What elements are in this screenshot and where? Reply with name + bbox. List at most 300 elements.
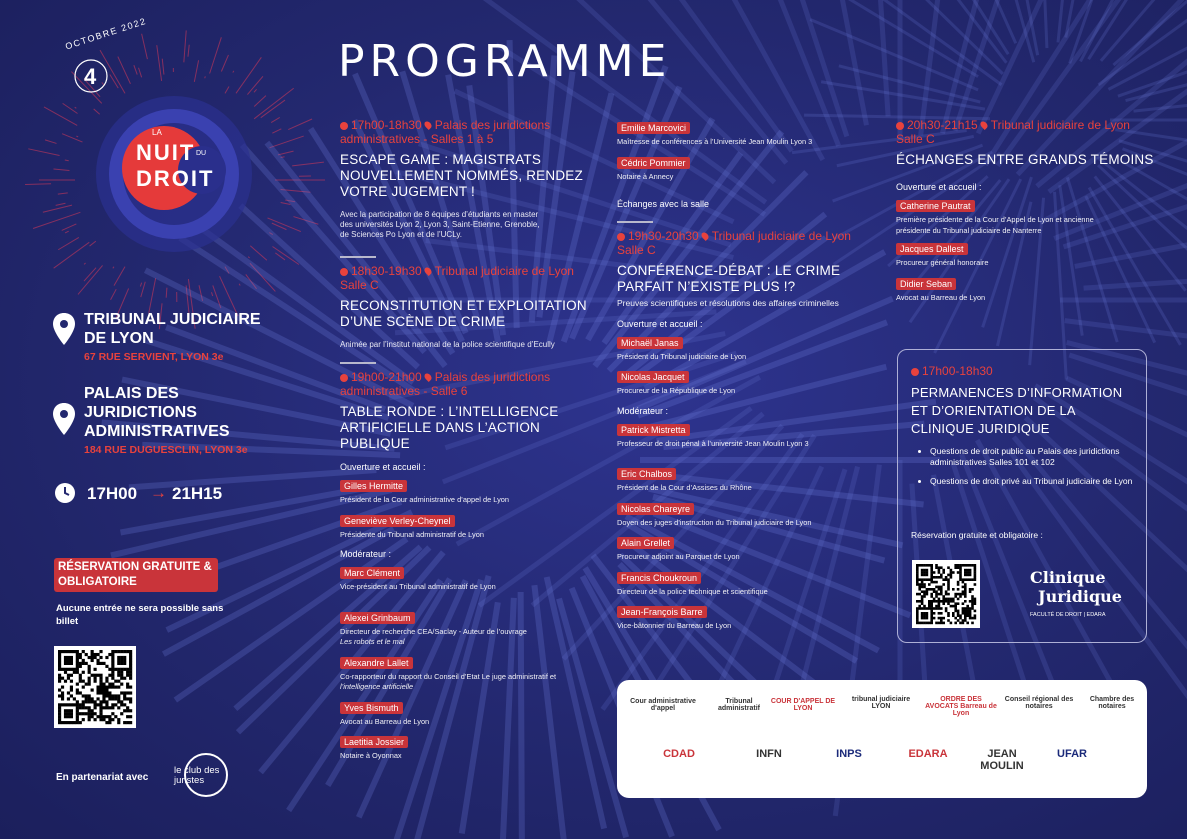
report-title: l’intelligence artificielle xyxy=(340,682,414,691)
qr-module xyxy=(957,612,960,615)
qr-module xyxy=(974,569,977,572)
qr-module xyxy=(64,668,67,671)
qr-module xyxy=(129,659,132,662)
qr-module xyxy=(930,576,933,579)
ray-line xyxy=(247,76,263,94)
qr-module xyxy=(94,668,97,671)
qr-module xyxy=(954,564,957,567)
qr-module xyxy=(114,694,117,697)
reservation-badge: RÉSERVATION GRATUITE & OBLIGATOIRE xyxy=(54,558,218,592)
qr-module xyxy=(88,683,91,686)
qr-module xyxy=(930,593,933,596)
qr-module xyxy=(82,662,85,665)
clock-icon xyxy=(340,374,348,382)
qr-module xyxy=(950,571,953,574)
qr-module xyxy=(940,617,943,620)
speaker-name: Patrick Mistretta xyxy=(617,424,690,436)
qr-module xyxy=(959,564,962,567)
qr-module xyxy=(67,715,70,718)
qr-module xyxy=(70,680,73,683)
session-subtitle: Preuves scientifiques et résolutions des affaires criminelles xyxy=(617,298,839,308)
qr-module xyxy=(926,617,929,620)
qr-module xyxy=(923,586,926,589)
qr-module xyxy=(117,697,120,700)
qr-module xyxy=(916,581,919,584)
qr-module xyxy=(957,619,960,622)
qr-module xyxy=(58,715,61,718)
speaker xyxy=(617,568,877,597)
qr-module xyxy=(120,683,123,686)
qr-module xyxy=(930,614,933,617)
qr-module xyxy=(921,583,924,586)
qr-module xyxy=(964,593,967,596)
qr-module xyxy=(942,622,945,625)
qr-module xyxy=(930,602,933,605)
qr-module xyxy=(120,677,123,680)
qr-module xyxy=(945,607,948,610)
qr-module xyxy=(971,564,974,567)
qr-module xyxy=(108,715,111,718)
qr-module xyxy=(79,721,82,724)
speaker-role: Vice-bâtonnier du Barreau de Lyon xyxy=(617,621,732,630)
qr-module xyxy=(923,569,926,572)
qr-module xyxy=(85,697,88,700)
qr-module xyxy=(933,581,936,584)
qr-module xyxy=(933,571,936,574)
qr-module xyxy=(120,668,123,671)
qr-module xyxy=(85,653,88,656)
speaker-name: Cédric Pommier xyxy=(617,157,690,169)
qr-module xyxy=(76,691,79,694)
qr-module xyxy=(111,668,114,671)
qr-module xyxy=(950,569,953,572)
qr-module xyxy=(88,697,91,700)
qr-module xyxy=(974,578,977,581)
qr-module xyxy=(923,571,926,574)
time-start: 17H00 xyxy=(87,484,138,503)
qr-module xyxy=(111,656,114,659)
qr-module xyxy=(108,706,111,709)
qr-module xyxy=(91,656,94,659)
speaker xyxy=(617,333,877,362)
qr-module xyxy=(966,578,969,581)
qr-module xyxy=(974,617,977,620)
qr-module xyxy=(99,656,102,659)
qr-module xyxy=(58,659,61,662)
qr-module xyxy=(58,712,61,715)
qr-module xyxy=(930,622,933,625)
qr-module xyxy=(129,686,132,689)
qr-module xyxy=(933,576,936,579)
qr-module xyxy=(129,691,132,694)
qr-module xyxy=(916,564,919,567)
qr-module xyxy=(930,581,933,584)
qr-module xyxy=(88,709,91,712)
qr-module xyxy=(952,600,955,603)
qr-module xyxy=(930,607,933,610)
qr-module xyxy=(129,665,132,668)
speaker-role: Directeur de la police technique et scientifique xyxy=(617,586,768,596)
qr-module xyxy=(933,612,936,615)
qr-module xyxy=(959,617,962,620)
qr-module xyxy=(952,605,955,608)
qr-module xyxy=(120,659,123,662)
qr-module xyxy=(969,564,972,567)
ray-line xyxy=(28,149,59,156)
qr-module xyxy=(964,586,967,589)
qr-module xyxy=(73,671,76,674)
opening-label: Ouverture et accueil : xyxy=(617,318,703,329)
qr-module xyxy=(108,653,111,656)
ticket-qr-code[interactable] xyxy=(54,646,136,728)
ray-line xyxy=(188,45,189,57)
qr-module xyxy=(974,598,977,601)
qr-module xyxy=(928,602,931,605)
ray-line xyxy=(292,162,324,166)
qr-module xyxy=(123,677,126,680)
program-column-2 xyxy=(617,118,877,631)
ray-line xyxy=(58,193,68,194)
speaker xyxy=(617,118,877,147)
clock-icon xyxy=(340,268,348,276)
qr-module xyxy=(67,650,70,653)
qr-module xyxy=(94,718,97,721)
qr-module xyxy=(111,665,114,668)
qr-module xyxy=(966,569,969,572)
qr-module xyxy=(923,612,926,615)
qr-module xyxy=(916,576,919,579)
qr-module xyxy=(123,656,126,659)
qr-module xyxy=(930,600,933,603)
qr-module xyxy=(935,593,938,596)
qr-module xyxy=(70,688,73,691)
qr-module xyxy=(916,622,919,625)
qr-module xyxy=(111,659,114,662)
qr-module xyxy=(99,674,102,677)
qr-module xyxy=(61,691,64,694)
ray-line xyxy=(184,30,186,62)
ray-line xyxy=(1126,55,1187,100)
speaker-role: Vice-président au Tribunal administratif de Lyon xyxy=(340,582,496,591)
session-description: Avec la participation de 8 équipes d’étudiants en master des universités Lyon 2, Lyon 3, Saint-Etienne, Grenoble, de Sciences Po Lyon et de l’UCLy. xyxy=(340,210,540,239)
partner-logo: Cour administrative d'appel xyxy=(630,698,696,712)
time-arrow: → xyxy=(150,483,167,502)
ray-line xyxy=(111,289,117,300)
qr-module xyxy=(91,650,94,653)
qr-module xyxy=(94,706,97,709)
qr-module xyxy=(954,607,957,610)
clinic-logo xyxy=(1030,568,1134,618)
qr-module xyxy=(76,656,79,659)
qr-module xyxy=(111,653,114,656)
qr-module xyxy=(942,583,945,586)
qr-module xyxy=(126,691,129,694)
qr-module xyxy=(117,680,120,683)
qr-module xyxy=(111,683,114,686)
qr-module xyxy=(91,712,94,715)
qr-module xyxy=(921,571,924,574)
qr-module xyxy=(935,590,938,593)
qr-module xyxy=(99,715,102,718)
speaker-role: Avocat au Barreau de Lyon xyxy=(340,716,430,726)
location-pin-icon xyxy=(700,231,710,241)
qr-module xyxy=(91,659,94,662)
qr-module xyxy=(126,674,129,677)
qr-module xyxy=(962,586,965,589)
qr-module xyxy=(945,576,948,579)
qr-module xyxy=(61,721,64,724)
qr-module xyxy=(928,588,931,591)
clock-icon xyxy=(911,368,919,376)
qr-module xyxy=(921,569,924,572)
qr-module xyxy=(114,680,117,683)
qr-module xyxy=(82,680,85,683)
qr-module xyxy=(930,595,933,598)
qr-module xyxy=(108,686,111,689)
qr-module xyxy=(962,610,965,613)
qr-module xyxy=(123,650,126,653)
qr-module xyxy=(126,697,129,700)
qr-module xyxy=(111,650,114,653)
qr-module xyxy=(73,703,76,706)
qr-module xyxy=(111,703,114,706)
speaker xyxy=(617,533,877,562)
qr-module xyxy=(957,564,960,567)
location-2-name: PALAIS DES JURIDICTIONS ADMINISTRATIVES xyxy=(84,385,230,440)
clinic-reservation: Réservation gratuite et obligatoire : xyxy=(911,530,1043,540)
qr-module xyxy=(58,721,61,724)
qr-module xyxy=(930,564,933,567)
session-escape-game xyxy=(340,118,590,240)
qr-module xyxy=(928,622,931,625)
qr-module xyxy=(935,595,938,598)
speaker-role: Présidente du Tribunal administratif de Lyon xyxy=(340,529,484,539)
ray-line xyxy=(225,86,229,93)
qr-module xyxy=(959,571,962,574)
ray-line xyxy=(76,136,78,137)
qr-module xyxy=(117,674,120,677)
qr-module xyxy=(918,605,921,608)
qr-module xyxy=(111,718,114,721)
qr-module xyxy=(61,650,64,653)
qr-module xyxy=(79,653,82,656)
qr-module xyxy=(954,605,957,608)
qr-module xyxy=(930,610,933,613)
qr-module xyxy=(79,680,82,683)
qr-module xyxy=(70,721,73,724)
qr-module xyxy=(82,694,85,697)
qr-module xyxy=(105,700,108,703)
book-title: Les robots et le mal xyxy=(340,637,405,646)
qr-module xyxy=(85,712,88,715)
session-header: 20h30-21h15 Tribunal judiciaire de Lyon Salle C xyxy=(896,118,1130,146)
qr-module xyxy=(102,683,105,686)
qr-module xyxy=(935,581,938,584)
qr-module xyxy=(96,662,99,665)
qr-module xyxy=(88,665,91,668)
clinic-qr-code[interactable] xyxy=(912,560,980,628)
qr-module xyxy=(114,697,117,700)
qr-module xyxy=(99,712,102,715)
qr-module xyxy=(974,571,977,574)
speaker xyxy=(617,499,877,528)
ray-line xyxy=(194,60,198,82)
qr-module xyxy=(73,697,76,700)
qr-module xyxy=(918,593,921,596)
qr-module xyxy=(70,686,73,689)
page-title: PROGRAMME xyxy=(338,36,672,87)
ray-line xyxy=(63,103,78,113)
qr-module xyxy=(962,602,965,605)
qr-module xyxy=(935,576,938,579)
qr-module xyxy=(91,697,94,700)
qr-module xyxy=(966,622,969,625)
qr-module xyxy=(105,694,108,697)
speaker: Catherine Pautrat Première présidente de la Cour d’Appel de Lyon et ancienne présidente du Tribunal judiciaire de Nanterre xyxy=(896,196,1156,235)
opening-label: Ouverture et accueil : xyxy=(896,182,982,192)
qr-module xyxy=(959,595,962,598)
qr-module xyxy=(938,569,941,572)
qr-module xyxy=(954,593,957,596)
qr-module xyxy=(964,595,967,598)
qr-module xyxy=(117,656,120,659)
qr-module xyxy=(942,602,945,605)
qr-module xyxy=(966,614,969,617)
qr-module xyxy=(969,614,972,617)
qr-module xyxy=(974,564,977,567)
ray-line xyxy=(25,184,51,185)
qr-module xyxy=(921,564,924,567)
qr-module xyxy=(923,574,926,577)
qr-module xyxy=(957,571,960,574)
speaker-name: Nicolas Chareyre xyxy=(617,503,694,515)
qr-code-icon xyxy=(54,646,136,728)
qr-module xyxy=(918,607,921,610)
qr-module xyxy=(73,721,76,724)
qr-module xyxy=(923,595,926,598)
qr-module xyxy=(67,656,70,659)
ray-line xyxy=(53,169,69,170)
qr-module xyxy=(88,671,91,674)
session-header: 19h30-20h30 Tribunal judiciaire de Lyon Salle C xyxy=(617,229,851,257)
qr-module xyxy=(85,706,88,709)
qr-module xyxy=(923,622,926,625)
qr-module xyxy=(129,709,132,712)
qr-module xyxy=(58,703,61,706)
speaker-role: Président de la Cour d’Assises du Rhône xyxy=(617,483,752,492)
speaker xyxy=(896,274,1156,303)
qr-module xyxy=(64,680,67,683)
qr-module xyxy=(108,694,111,697)
qr-module xyxy=(921,590,924,593)
qr-module xyxy=(928,564,931,567)
session-crime-scene xyxy=(340,264,590,350)
qr-module xyxy=(959,569,962,572)
qr-module xyxy=(73,650,76,653)
qr-module xyxy=(117,718,120,721)
qr-module xyxy=(58,656,61,659)
partner-logo: UFAR xyxy=(1057,748,1087,760)
qr-module xyxy=(105,715,108,718)
speaker-role: Première présidente de la Cour d’Appel de Lyon et ancienne xyxy=(896,215,1094,224)
qr-module xyxy=(123,694,126,697)
qr-module xyxy=(971,600,974,603)
qr-module xyxy=(947,600,950,603)
speaker-name: Geneviève Verley-Cheynel xyxy=(340,515,455,527)
qr-module xyxy=(923,617,926,620)
qr-module xyxy=(96,674,99,677)
qr-module xyxy=(916,593,919,596)
qr-module xyxy=(117,662,120,665)
qr-module xyxy=(108,697,111,700)
qr-module xyxy=(938,576,941,579)
speaker-name: Gilles Hermitte xyxy=(340,480,407,492)
ray-line xyxy=(210,37,222,73)
qr-module xyxy=(94,712,97,715)
qr-module xyxy=(950,605,953,608)
qr-module xyxy=(926,607,929,610)
qr-module xyxy=(102,706,105,709)
qr-module xyxy=(70,656,73,659)
qr-module xyxy=(76,665,79,668)
qr-module xyxy=(962,590,965,593)
qr-module xyxy=(67,668,70,671)
ray-line xyxy=(166,288,167,298)
ray-line xyxy=(139,68,142,78)
qr-module xyxy=(969,569,972,572)
qr-module xyxy=(96,703,99,706)
qr-module xyxy=(952,612,955,615)
ray-line xyxy=(62,224,77,231)
qr-module xyxy=(70,650,73,653)
ray-line xyxy=(56,203,66,205)
qr-module xyxy=(102,686,105,689)
speaker-name: Catherine Pautrat xyxy=(896,200,975,212)
qr-module xyxy=(108,691,111,694)
qr-module xyxy=(70,668,73,671)
qr-module xyxy=(99,718,102,721)
qr-module xyxy=(105,686,108,689)
qr-module xyxy=(921,602,924,605)
qr-module xyxy=(942,595,945,598)
qr-module xyxy=(58,694,61,697)
qr-module xyxy=(964,569,967,572)
qr-module xyxy=(76,709,79,712)
qr-module xyxy=(947,588,950,591)
program-column-1 xyxy=(340,118,590,761)
qr-module xyxy=(923,605,926,608)
qr-module xyxy=(64,712,67,715)
qr-module xyxy=(91,653,94,656)
qr-module xyxy=(966,574,969,577)
qr-module xyxy=(99,688,102,691)
qr-module xyxy=(916,574,919,577)
qr-module xyxy=(947,593,950,596)
qr-module xyxy=(942,569,945,572)
qr-code-icon xyxy=(912,560,980,628)
qr-module xyxy=(82,659,85,662)
qr-module xyxy=(126,683,129,686)
qr-module xyxy=(120,674,123,677)
qr-module xyxy=(96,697,99,700)
qr-module xyxy=(969,578,972,581)
qr-module xyxy=(974,610,977,613)
qr-module xyxy=(916,610,919,613)
qr-module xyxy=(126,715,129,718)
qr-module xyxy=(971,588,974,591)
qr-module xyxy=(129,656,132,659)
qr-module xyxy=(962,607,965,610)
